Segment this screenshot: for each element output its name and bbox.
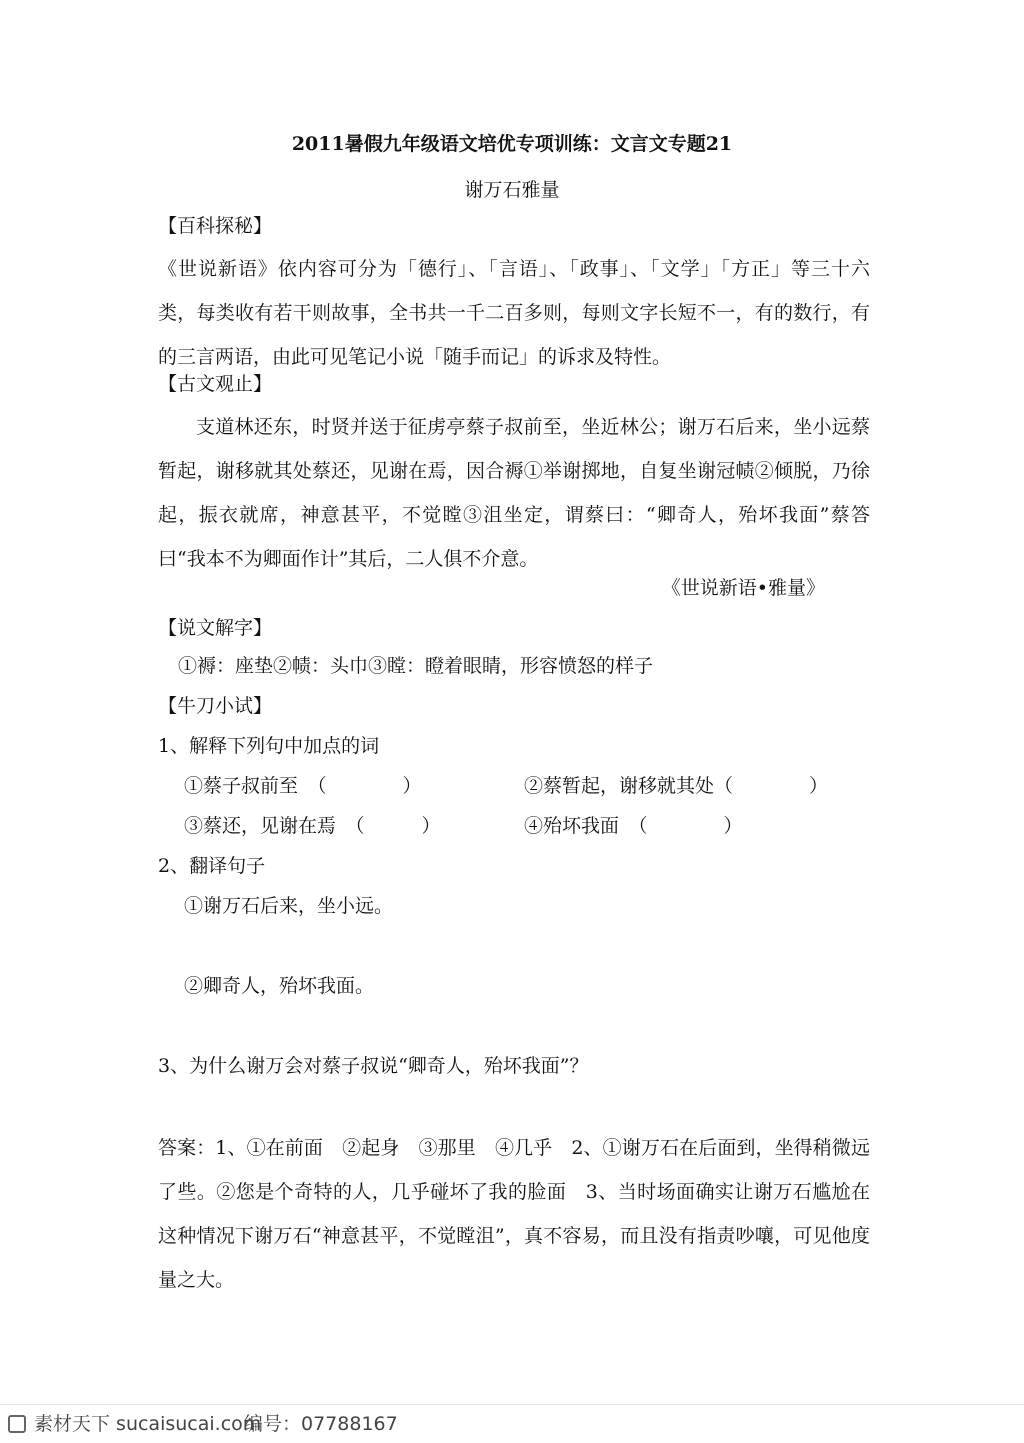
question-1-item: ②蔡暂起，谢移就其处（ ） <box>524 775 829 797</box>
watermark-bar <box>0 1404 1024 1443</box>
question-2-title: 2、翻译句子 <box>158 855 266 877</box>
question-2-item: ②卿奇人，殆坏我面。 <box>184 975 375 997</box>
section-text-encyclopedia: 《世说新语》依内容可分为「德行」、「言语」、「政事」、「文学」「方正」等三十六类，每类收有若干则故事，全书共一千二百多则，每则文字长短不一，有的数行，有的三言两语，由此可见笔记小说「随手而记」的诉求及特性。 <box>158 258 870 368</box>
section-text-glossary: ①褥：座垫②帻：头巾③瞠：瞪着眼睛，形容愤怒的样子 <box>178 655 654 677</box>
section-heading-exercises: 【牛刀小试】 <box>158 695 273 717</box>
watermark-code: 编号：07788167 <box>244 1413 398 1435</box>
question-1-title: 1、解释下列句中加点的词 <box>158 735 380 757</box>
question-1-item: ④殆坏我面 （ ） <box>524 815 743 837</box>
section-heading-encyclopedia: 【百科探秘】 <box>158 215 273 237</box>
site-logo-icon <box>8 1415 26 1433</box>
question-3-title: 3、为什么谢万会对蔡子叔说“卿奇人，殆坏我面”？ <box>158 1055 589 1077</box>
classical-text-source: 《世说新语•雅量》 <box>661 577 825 599</box>
document-subtitle: 谢万石雅量 <box>464 179 560 201</box>
section-text-classical-text: 支道林还东，时贤并送于征虏亭蔡子叔前至，坐近林公；谢万石后来，坐小远蔡暂起，谢移就其处蔡还，见谢在焉，因合褥①举谢掷地，自复坐谢冠帻②倾脱，乃徐起，振衣就席，神意甚平，不觉瞠③沮坐定，谓蔡曰：“卿奇人，殆坏我面”蔡答曰“我本不为卿面作计”其后，二人俱不介意。 <box>158 416 870 570</box>
section-heading-glossary: 【说文解字】 <box>158 617 273 639</box>
question-2-item: ①谢万石后来，坐小远。 <box>184 895 394 917</box>
watermark-site: 素材天下 sucaisucai.com <box>34 1413 262 1435</box>
question-1-item: ①蔡子叔前至 （ ） <box>184 775 422 797</box>
section-heading-classical-text: 【古文观止】 <box>158 373 273 395</box>
document-title: 2011暑假九年级语文培优专项训练：文言文专题21 <box>291 133 733 155</box>
answer-text: 答案：1、①在前面 ②起身 ③那里 ④几乎 2、①谢万石在后面到，坐得稍微远了些。②您是个奇特的人，几乎碰坏了我的脸面 3、当时场面确实让谢万石尴尬在这种情况下谢万石“神意甚平，不觉瞠沮”，真不容易，而且没有指责吵嚷，可见他度量之大。 <box>158 1137 870 1291</box>
question-1-item: ③蔡还，见谢在焉 （ ） <box>184 815 441 837</box>
